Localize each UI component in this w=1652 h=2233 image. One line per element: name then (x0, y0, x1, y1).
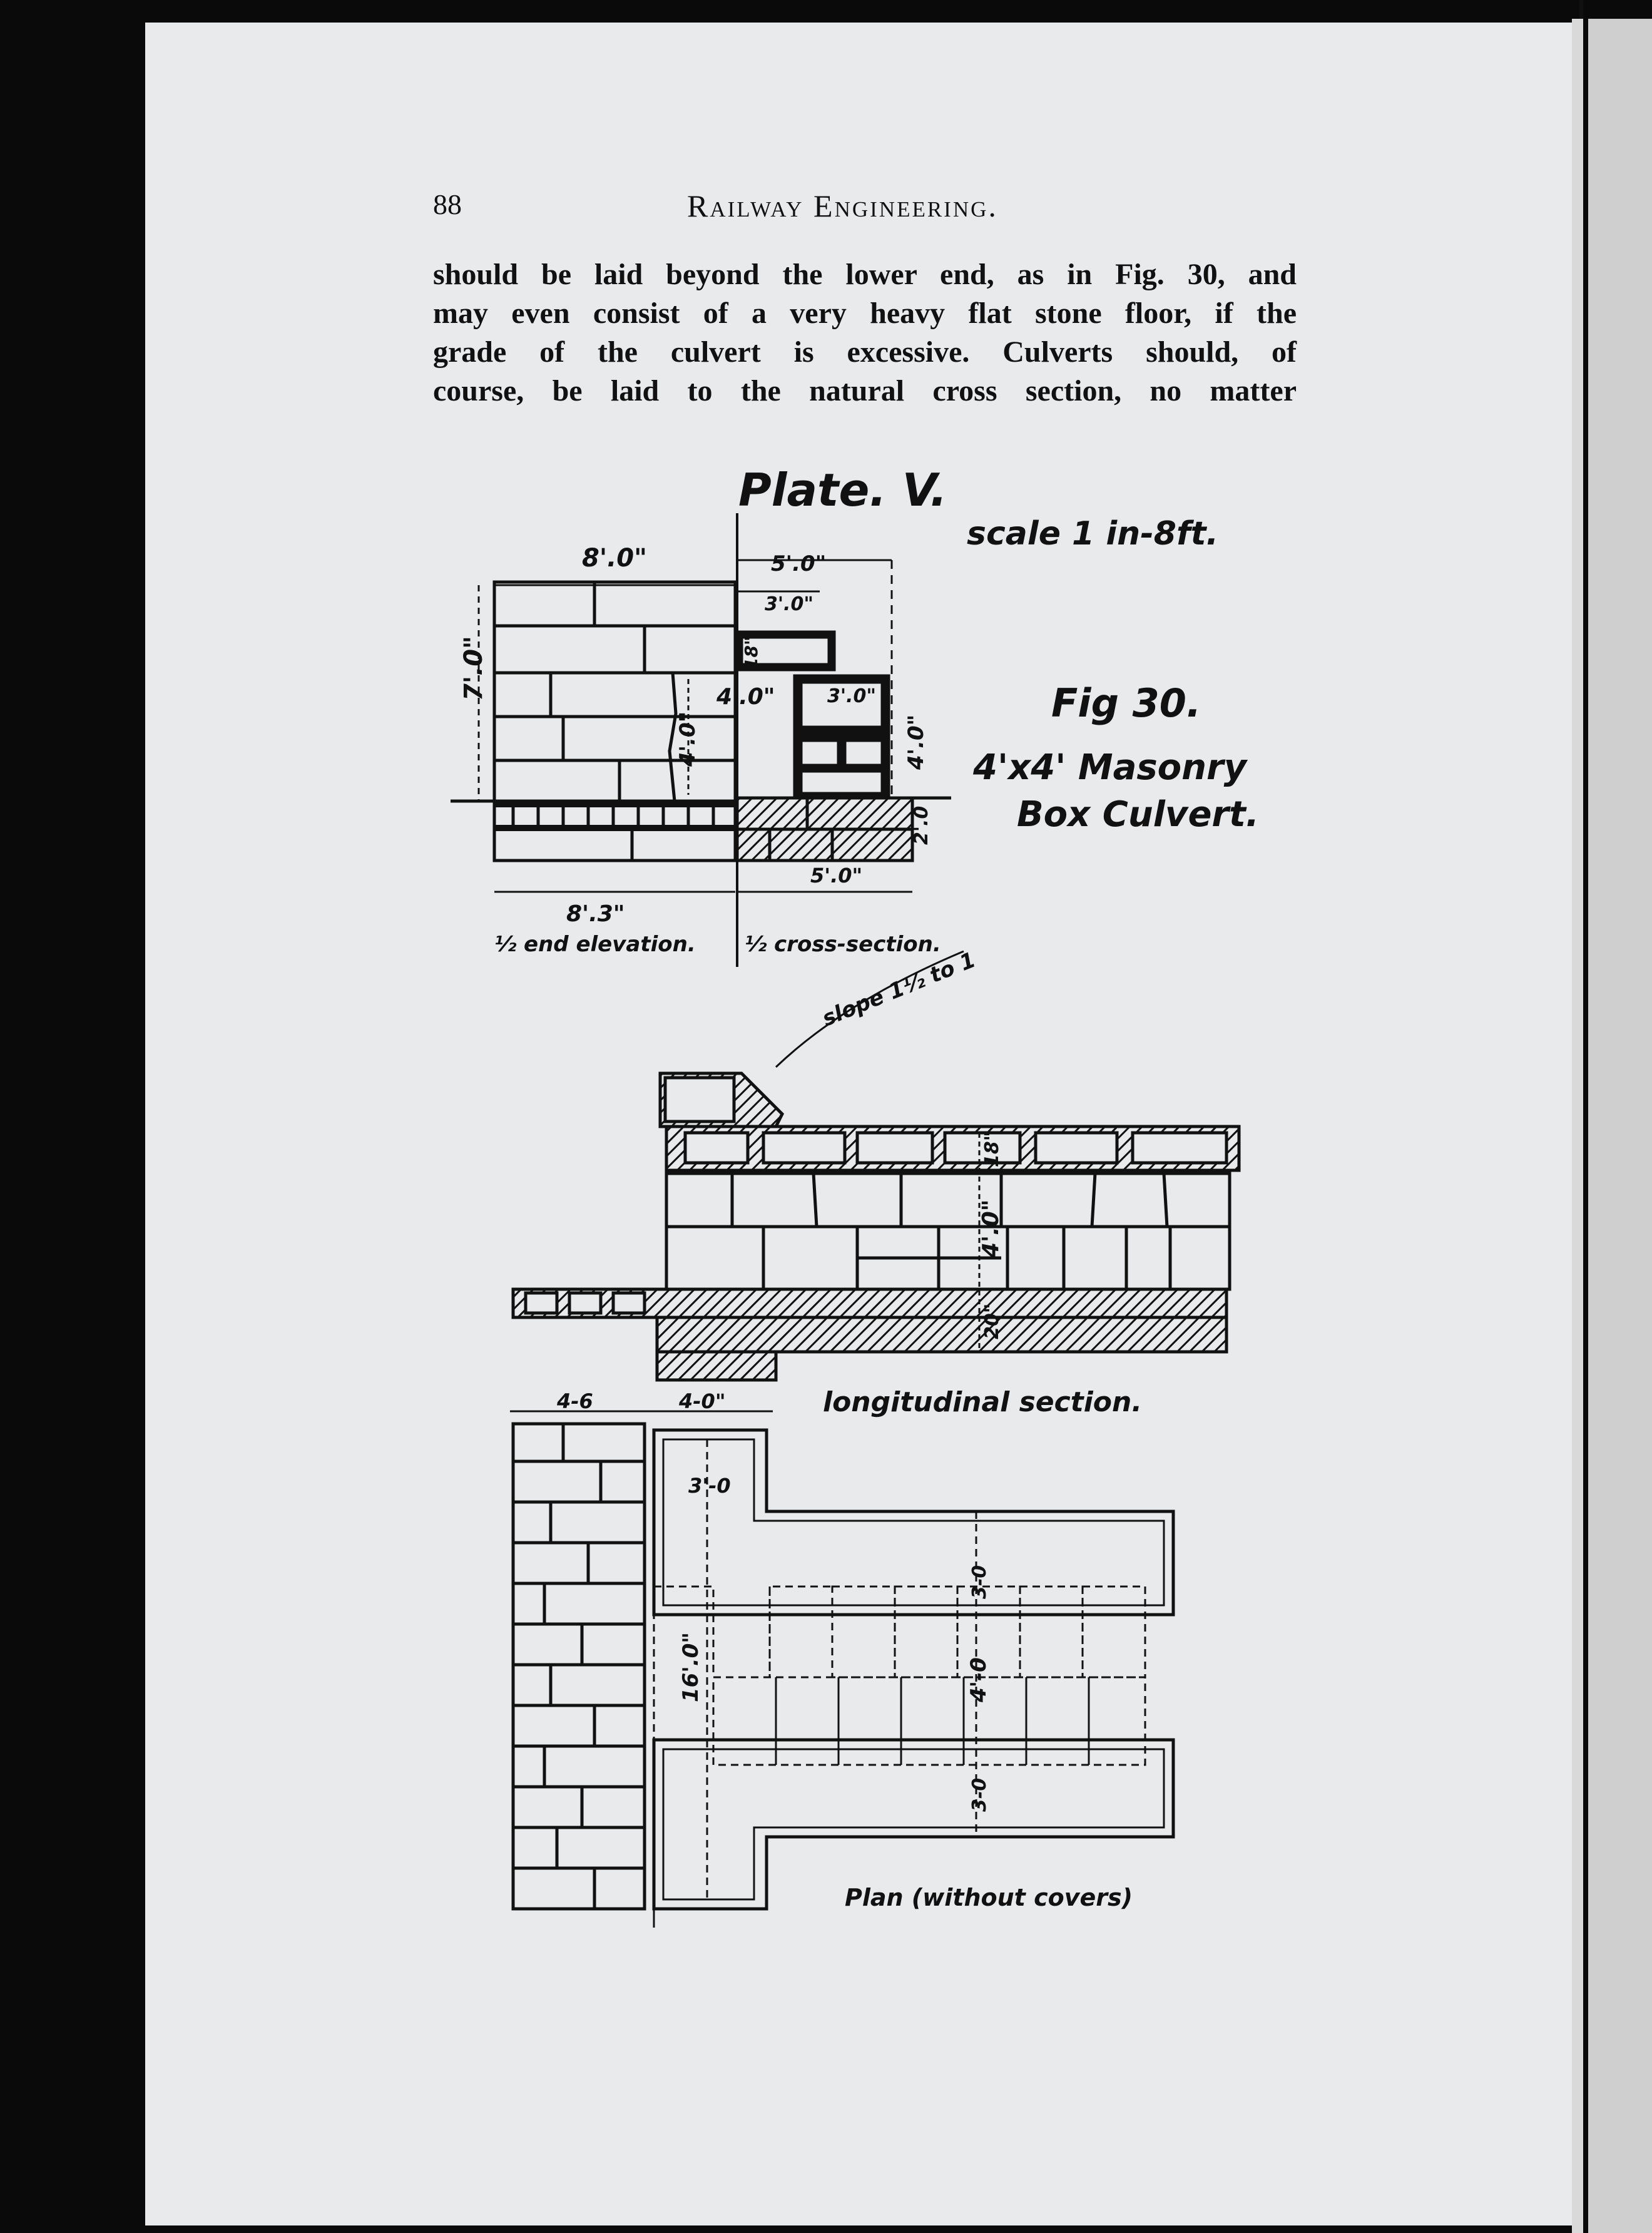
plan-view (510, 1411, 1173, 1928)
end-elev-dim-bottom: 8'.3" (566, 901, 625, 927)
body-line: course, be laid to the natural cross section, no matter (433, 374, 1297, 407)
end-elev-caption: ½ end elevation. (494, 932, 696, 957)
longitudinal-section (513, 951, 1239, 1380)
slope-note: slope 1½ to 1 (818, 947, 979, 1032)
cross-dim-top: 5'.0" (771, 551, 827, 576)
plan-dim-left: 4-6 (557, 1389, 593, 1413)
cross-caption: ½ cross-section. (745, 932, 941, 957)
cross-dim-bottom: 5'.0" (810, 864, 863, 887)
long-dim-opening: 4'.0" (978, 1199, 1004, 1258)
plan-dim-length: 16'.0" (678, 1632, 703, 1702)
body-line: grade of the culvert is excessive. Culverts should, of (433, 335, 1297, 369)
cross-dim-height: 4'.0" (675, 711, 700, 767)
plan-dim-side1: 3-0 (969, 1565, 991, 1599)
long-dim-floor: 20" (981, 1303, 1003, 1339)
cross-dim-inner: 3'.0" (765, 593, 813, 615)
page-number: 88 (433, 188, 462, 220)
plan-dim-opening: 4'-0 (966, 1657, 991, 1702)
plan-dim-side2: 3-0 (969, 1777, 991, 1812)
cross-dim-side: 4'.0" (904, 714, 929, 770)
plate-title: Plate. V. (738, 464, 947, 516)
running-title: Railway Engineering. (687, 188, 998, 223)
cross-dim-18: 18" (741, 636, 762, 670)
end-elev-dim-height: 7'.0" (459, 636, 488, 701)
long-dim-18: 18" (981, 1131, 1003, 1167)
plan-caption: Plan (without covers) (845, 1884, 1133, 1911)
cross-dim-floor: 2'.0 (910, 805, 932, 845)
scale-note: scale 1 in-8ft. (967, 515, 1219, 553)
cross-dim-opening: 4'.0" (716, 684, 775, 710)
plan-dim-wing: 3'-0 (688, 1474, 731, 1498)
fig-title-2: Box Culvert. (1017, 794, 1260, 835)
long-caption: longitudinal section. (823, 1386, 1143, 1418)
end-elev-dim-top: 8'.0" (582, 544, 647, 573)
cross-dim-wall-top: 3'.0" (827, 685, 876, 707)
body-line: may even consist of a very heavy flat stone floor, if the (433, 297, 1297, 330)
fig-title-1: 4'x4' Masonry (973, 747, 1247, 788)
plan-dim-right: 4-0" (679, 1389, 726, 1413)
body-line: should be laid beyond the lower end, as in Fig. 30, and (433, 258, 1297, 291)
fig-label: Fig 30. (1051, 680, 1201, 726)
